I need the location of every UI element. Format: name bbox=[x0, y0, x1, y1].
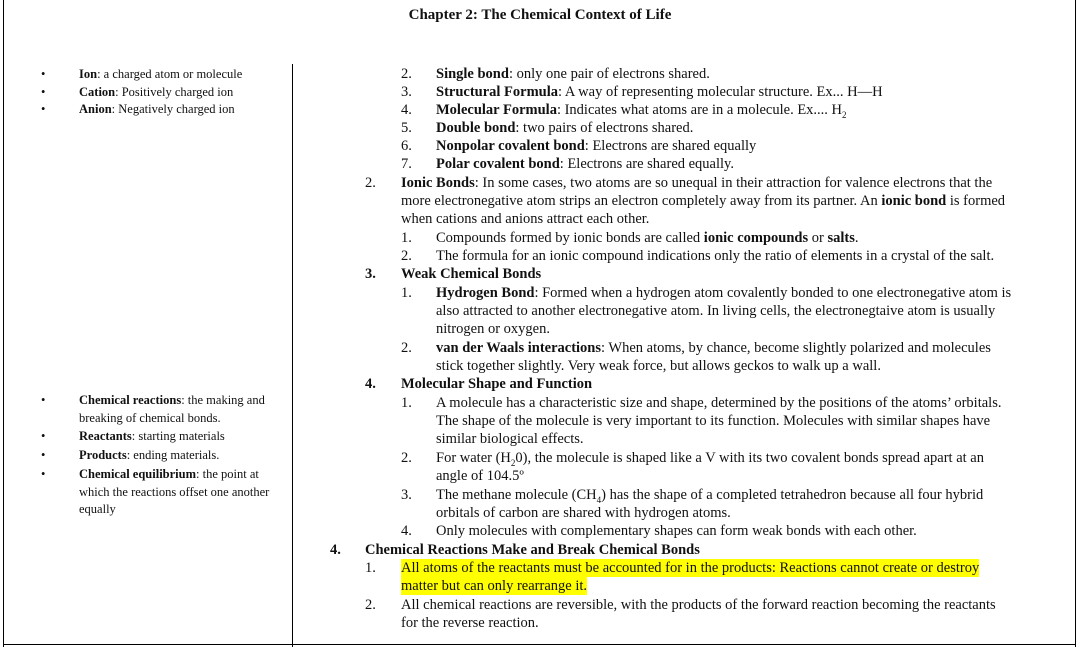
term: Single bond bbox=[436, 66, 509, 82]
note-def: : ending materials. bbox=[126, 448, 220, 462]
term: Structural Formula bbox=[436, 84, 559, 100]
list-item-nonpolar-bond bbox=[436, 137, 756, 155]
bullet-icon: • bbox=[41, 467, 46, 481]
list-number: 4. bbox=[401, 102, 412, 118]
term: van der Waals interactions bbox=[436, 340, 602, 356]
term: Double bond bbox=[436, 120, 516, 136]
highlighted-text-line-1: All atoms of the reactants must be accounted for in the products: Reactions cannot create or destroy bbox=[401, 560, 980, 576]
list-item-shape-1-line-2: The shape of the molecule is very important to its function. Molecules with similar shapes have bbox=[436, 413, 991, 429]
bullet-icon: • bbox=[41, 102, 46, 116]
list-item-hydrogen-bond-line-3: nitrogen or oxygen. bbox=[436, 321, 550, 337]
text: : When atoms, by chance, become slightly polarized and molecules bbox=[601, 340, 991, 356]
list-number: 3. bbox=[401, 487, 412, 503]
list-item-structural-formula bbox=[436, 83, 883, 101]
list-item-shape-1-line-3: similar biological effects. bbox=[436, 431, 584, 447]
page-title: Chapter 2: The Chemical Context of Life bbox=[408, 7, 672, 23]
list-item-reversible-reactions: All chemical reactions are reversible, with the products of the forward reaction becoming the reactants bbox=[401, 597, 996, 613]
list-item-hydrogen-bond-line-2: also attracted to another electronegative atom. In living cells, the electronegtaive atom is usually bbox=[436, 303, 996, 319]
list-number: 2. bbox=[401, 450, 412, 466]
note-term: Chemical equilibrium bbox=[79, 467, 197, 481]
text: : two pairs of electrons shared. bbox=[515, 120, 694, 136]
text: Compounds formed by ionic bonds are called bbox=[436, 230, 704, 246]
page-border-left bbox=[3, 0, 4, 647]
list-item-reversible-reactions-line-2: for the reverse reaction. bbox=[401, 615, 539, 631]
text: : Electrons are shared equally bbox=[584, 138, 757, 154]
list-item-methane-shape-line-2: orbitals of carbon are shared with hydrogen atoms. bbox=[436, 505, 731, 521]
list-number: 7. bbox=[401, 156, 412, 172]
term: Nonpolar covalent bond bbox=[436, 138, 585, 154]
text: : only one pair of electrons shared. bbox=[508, 66, 710, 82]
list-number: 1. bbox=[401, 395, 412, 411]
list-item-water-shape-line-2: angle of 104.5º bbox=[436, 468, 524, 484]
term: salts bbox=[827, 230, 855, 246]
term: Polar covalent bond bbox=[436, 156, 560, 172]
text: The methane molecule (CH bbox=[436, 487, 597, 503]
text: For water (H bbox=[436, 450, 511, 466]
note-def: : Negatively charged ion bbox=[111, 102, 235, 116]
note-def: : the point at which the reactions offset one another equally bbox=[79, 467, 270, 516]
column-divider bbox=[292, 64, 293, 647]
term: Molecular Formula bbox=[436, 102, 557, 118]
text: ) has the shape of a completed tetrahedron because all four hybrid bbox=[601, 487, 984, 503]
note-term: Ion bbox=[79, 67, 98, 81]
highlighted-text-line-2: matter but can only rearrange it. bbox=[401, 578, 588, 594]
bullet-icon: • bbox=[41, 429, 46, 443]
text: . bbox=[854, 230, 859, 246]
page-border-right bbox=[1075, 0, 1076, 647]
text: : Electrons are shared equally. bbox=[559, 156, 734, 172]
text: more electronegative atom strips an electron completely away from its partner. An bbox=[401, 193, 882, 209]
sidebar-note-cation bbox=[41, 84, 289, 102]
list-number: 2. bbox=[365, 175, 376, 191]
list-number: 1. bbox=[365, 560, 376, 576]
page-border-bottom bbox=[3, 644, 1076, 645]
subscript: 2 bbox=[510, 457, 516, 468]
list-number: 4. bbox=[365, 376, 376, 392]
sidebar-note-reactants bbox=[41, 428, 289, 446]
list-item-ionic-compounds bbox=[436, 229, 859, 247]
list-number: 2. bbox=[401, 66, 412, 82]
ionic-bonds-line-3: when cations and anions attract each other. bbox=[401, 211, 650, 227]
list-item-shape-1: A molecule has a characteristic size and shape, determined by the positions of the atoms’ orbitals. bbox=[436, 395, 1002, 411]
note-term: Cation bbox=[79, 85, 116, 99]
note-term: Chemical reactions bbox=[79, 393, 182, 407]
list-number: 2. bbox=[401, 340, 412, 356]
note-def: : Positively charged ion bbox=[115, 85, 234, 99]
text: : Formed when a hydrogen atom covalently bonded to one electronegative atom is bbox=[534, 285, 1012, 301]
note-term: Reactants bbox=[79, 429, 132, 443]
list-item-van-der-waals bbox=[436, 339, 991, 357]
sidebar-note-ion bbox=[41, 66, 289, 84]
list-item-single-bond bbox=[436, 65, 710, 83]
list-number: 2. bbox=[401, 248, 412, 264]
text: : In some cases, two atoms are so unequal in their attraction for valence electrons that the bbox=[474, 175, 993, 191]
list-number: 5. bbox=[401, 120, 412, 136]
note-def: : the making and breaking of chemical bonds. bbox=[79, 393, 265, 425]
ionic-bonds-line-1 bbox=[401, 174, 992, 192]
list-item-complementary-shapes: Only molecules with complementary shapes can form weak bonds with each other. bbox=[436, 523, 917, 539]
text: is formed bbox=[946, 193, 1006, 209]
section-heading-weak-bonds: Weak Chemical Bonds bbox=[401, 266, 542, 282]
text: : Indicates what atoms are in a molecule. Ex.... H bbox=[556, 102, 843, 118]
section-heading-chemical-reactions: Chemical Reactions Make and Break Chemical Bonds bbox=[365, 542, 700, 558]
text: 0), the molecule is shaped like a V with its two covalent bonds spread apart at an bbox=[515, 450, 984, 466]
note-term: Anion bbox=[79, 102, 112, 116]
list-number: 3. bbox=[365, 266, 376, 282]
section-heading: Ionic Bonds bbox=[401, 175, 475, 191]
text: or bbox=[808, 230, 828, 246]
sidebar-note-anion bbox=[41, 101, 289, 119]
sidebar-note-chemical-equilibrium bbox=[41, 466, 289, 519]
list-item-ionic-formula: The formula for an ionic compound indications only the ratio of elements in a crystal of the salt. bbox=[436, 248, 995, 264]
list-item-polar-bond bbox=[436, 155, 734, 173]
subscript: 4 bbox=[596, 494, 602, 505]
note-def: : a charged atom or molecule bbox=[97, 67, 243, 81]
note-def: : starting materials bbox=[131, 429, 225, 443]
list-number: 4. bbox=[330, 542, 341, 558]
bullet-icon: • bbox=[41, 448, 46, 462]
list-item-hydrogen-bond bbox=[436, 284, 1011, 302]
list-number: 1. bbox=[401, 285, 412, 301]
subscript: 2 bbox=[842, 109, 847, 120]
note-term: Products bbox=[79, 448, 127, 462]
list-number: 2. bbox=[365, 597, 376, 613]
sidebar-note-products bbox=[41, 447, 289, 465]
bullet-icon: • bbox=[41, 85, 46, 99]
bullet-icon: • bbox=[41, 67, 46, 81]
term: Hydrogen Bond bbox=[436, 285, 535, 301]
sidebar-note-chemical-reactions bbox=[41, 392, 289, 427]
list-item-van-der-waals-line-2: stick together slightly. Very weak force, but allows geckos to walk up a wall. bbox=[436, 358, 881, 374]
term: ionic bond bbox=[881, 193, 947, 209]
bullet-icon: • bbox=[41, 393, 46, 407]
text: : A way of representing molecular structure. Ex... H—H bbox=[558, 84, 883, 100]
list-item-double-bond bbox=[436, 119, 693, 137]
ionic-bonds-line-2 bbox=[401, 192, 1005, 210]
list-number: 3. bbox=[401, 84, 412, 100]
list-number: 4. bbox=[401, 523, 412, 539]
list-number: 6. bbox=[401, 138, 412, 154]
list-number: 1. bbox=[401, 230, 412, 246]
section-heading-molecular-shape: Molecular Shape and Function bbox=[401, 376, 593, 392]
term: ionic compounds bbox=[703, 230, 809, 246]
